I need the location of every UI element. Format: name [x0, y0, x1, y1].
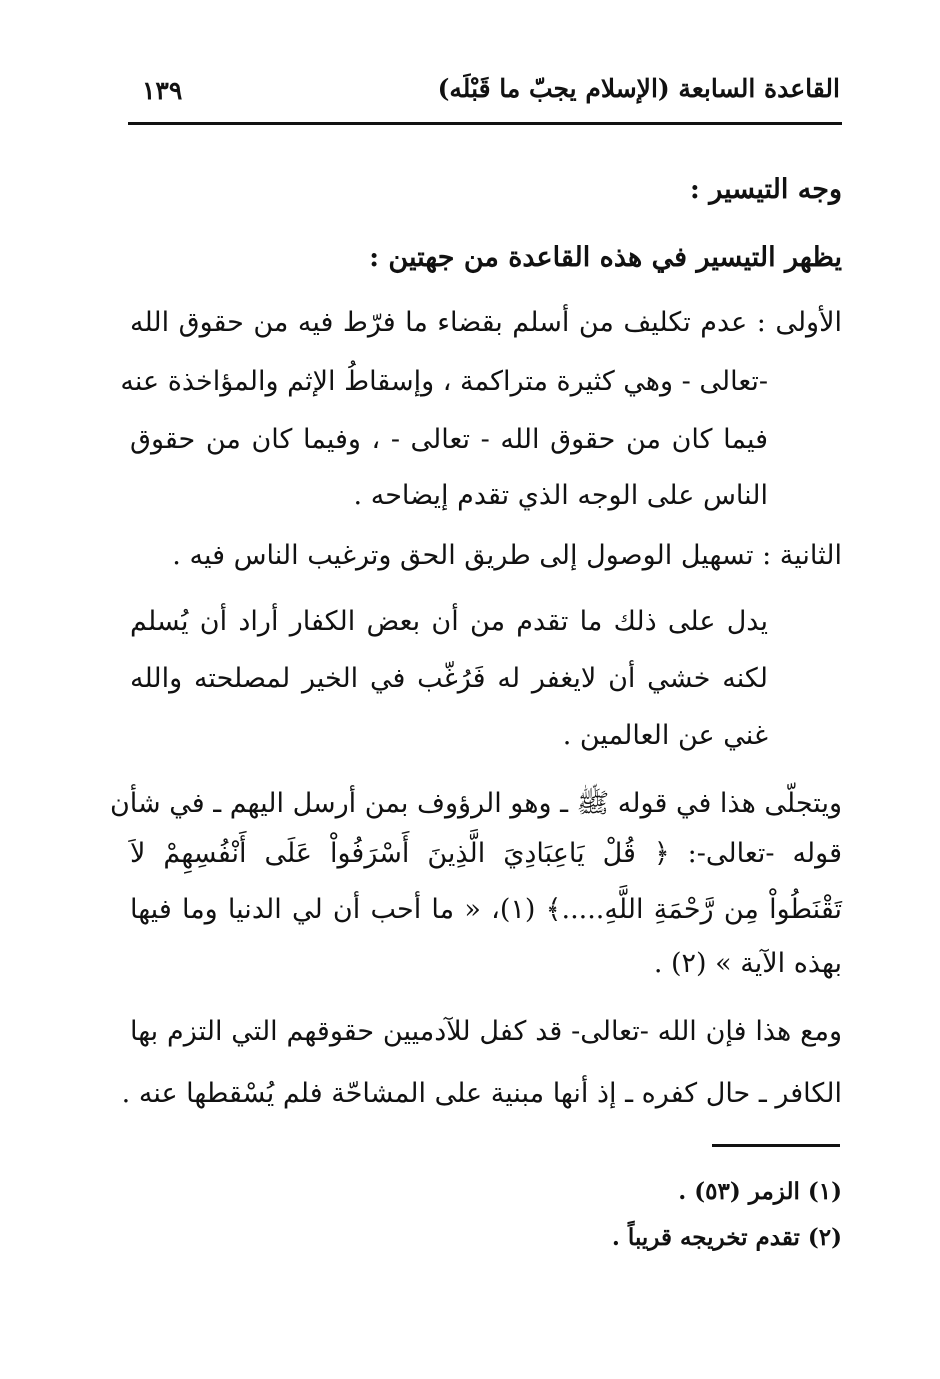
page-header: [128, 74, 840, 114]
header-rule: [128, 122, 842, 125]
closing-line-1: ومع هذا فإن الله -تعالى- قد كفل للآدميين حقوقهم التي التزم بها: [130, 1016, 842, 1047]
footnote-2: (٢) تقدم تخريجه قريباً .: [611, 1224, 842, 1251]
quote-line-1: ويتجلّى هذا في قوله ﷺ ـ وهو الرؤوف بمن أرسل اليهم ـ في شأن: [109, 788, 842, 819]
evidence-line-1: يدل على ذلك ما تقدم من أن بعض الكفار أراد أن يُسلم: [130, 606, 768, 637]
quote-line-4: بهذه الآية » (٢) .: [653, 948, 842, 979]
footnote-1: (١) الزمر (٥٣) .: [678, 1178, 842, 1205]
first-aspect-line-3: فيما كان من حقوق الله - تعالى - ، وفيما كان من حقوق: [130, 424, 768, 455]
evidence-line-3: غني عن العالمين .: [562, 720, 768, 751]
first-aspect-line-2: -تعالى - وهي كثيرة متراكمة ، وإسقاطُ الإثم والمؤاخذة عنه: [120, 366, 768, 397]
quote-line-2: قوله -تعالى-: ﴿ قُلْ يَاعِبَادِيَ الَّذِينَ أَسْرَفُواْ عَلَى أَنْفُسِهِمْ لاَ: [130, 838, 842, 869]
running-title: القاعدة السابعة (الإسلام يجبّ ما قَبْلَه): [437, 74, 840, 103]
quote-line-3: تَقْنَطُواْ مِن رَّحْمَةِ اللَّهِ.....﴾ (١)، « ما أحب أن لي الدنيا وما فيها: [130, 894, 842, 925]
second-aspect-line: الثانية : تسهيل الوصول إلى طريق الحق وترغيب الناس فيه .: [172, 540, 842, 571]
footnote-rule: [712, 1144, 840, 1147]
closing-line-2: الكافر ـ حال كفره ـ إذ أنها مبنية على المشاحّة فلم يُسْقطها عنه .: [121, 1078, 842, 1109]
page-number: ١٣٩: [142, 76, 183, 105]
first-aspect-line-1: الأولى : عدم تكليف من أسلم بقضاء ما فرّط فيه من حقوق الله: [130, 307, 842, 338]
evidence-line-2: لكنه خشي أن لايغفر له فَرُغّب في الخير لمصلحته والله: [130, 663, 768, 694]
section-heading: وجه التيسير :: [689, 174, 842, 205]
intro-line: يظهر التيسير في هذه القاعدة من جهتين :: [369, 242, 842, 273]
first-aspect-line-4: الناس على الوجه الذي تقدم إيضاحه .: [353, 480, 768, 511]
